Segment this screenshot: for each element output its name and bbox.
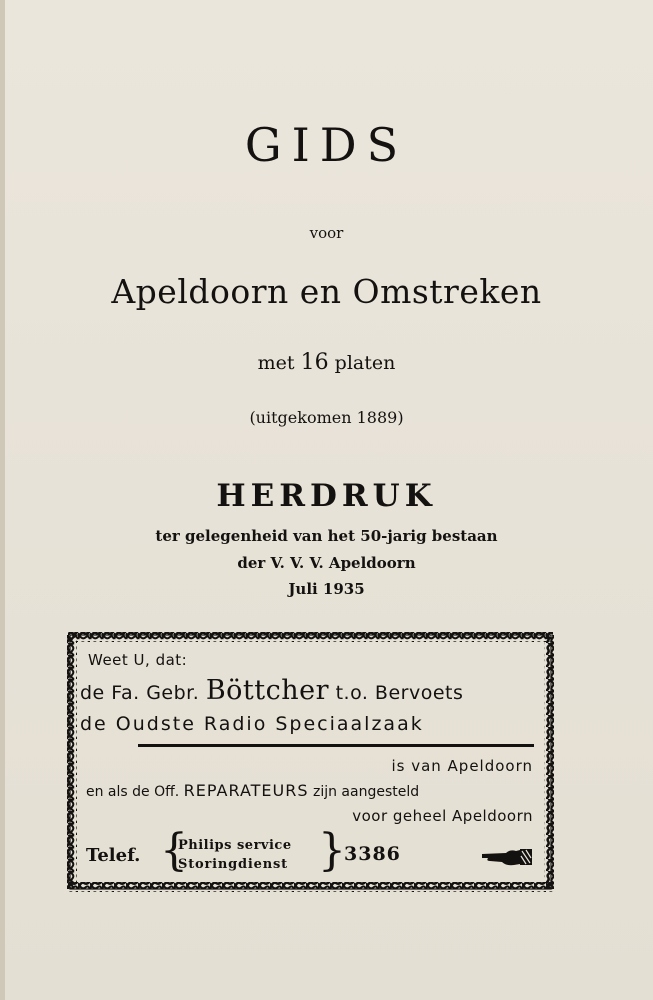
- place-title: Apeldoorn en Omstreken: [111, 272, 542, 311]
- phone-number: 3386: [344, 843, 401, 865]
- subtitle-voor: voor: [309, 224, 344, 242]
- phone-label: Telef.: [86, 845, 141, 866]
- ad-repair-scope: voor geheel Apeldoorn: [352, 807, 533, 825]
- ad-intro: Weet U, dat:: [88, 651, 188, 669]
- advertisement-box: [66, 631, 555, 893]
- plates-number: 16: [300, 350, 329, 375]
- published-note: (uitgekomen 1889): [249, 408, 404, 427]
- plates-post: platen: [334, 352, 396, 374]
- plates-line: [0, 350, 653, 375]
- reprint-heading: HERDRUK: [216, 478, 437, 514]
- page-title: GIDS: [244, 118, 409, 172]
- reprint-line-3: Juli 1935: [288, 580, 365, 598]
- ad-location: is van Apeldoorn: [391, 757, 533, 775]
- ad-repair-line: [86, 781, 419, 800]
- ad-underline: [138, 744, 534, 747]
- ad-firm-pre: de Fa. Gebr.: [80, 682, 200, 704]
- ad-specialty: de Oudste Radio Speciaalzaak: [80, 713, 424, 735]
- ad-repair-word: REPARATEURS: [183, 781, 309, 800]
- ad-repair-post: zijn aangesteld: [312, 784, 420, 800]
- ad-firm-name: Böttcher: [205, 675, 330, 706]
- reprint-line-1: ter gelegenheid van het 50-jarig bestaan: [155, 527, 498, 545]
- pointing-hand-icon: [480, 846, 534, 868]
- ad-firm-line: [80, 675, 463, 706]
- phone-fault: Storingdienst: [178, 857, 288, 872]
- plates-pre: met: [257, 352, 295, 374]
- reprint-line-2: der V. V. V. Apeldoorn: [237, 554, 416, 572]
- brace-right: }: [318, 825, 346, 876]
- phone-service: Philips service: [178, 838, 292, 853]
- ad-firm-post: t.o. Bervoets: [335, 682, 464, 704]
- ad-repair-pre: en als de Off.: [86, 784, 180, 800]
- brace-left: {: [160, 825, 188, 876]
